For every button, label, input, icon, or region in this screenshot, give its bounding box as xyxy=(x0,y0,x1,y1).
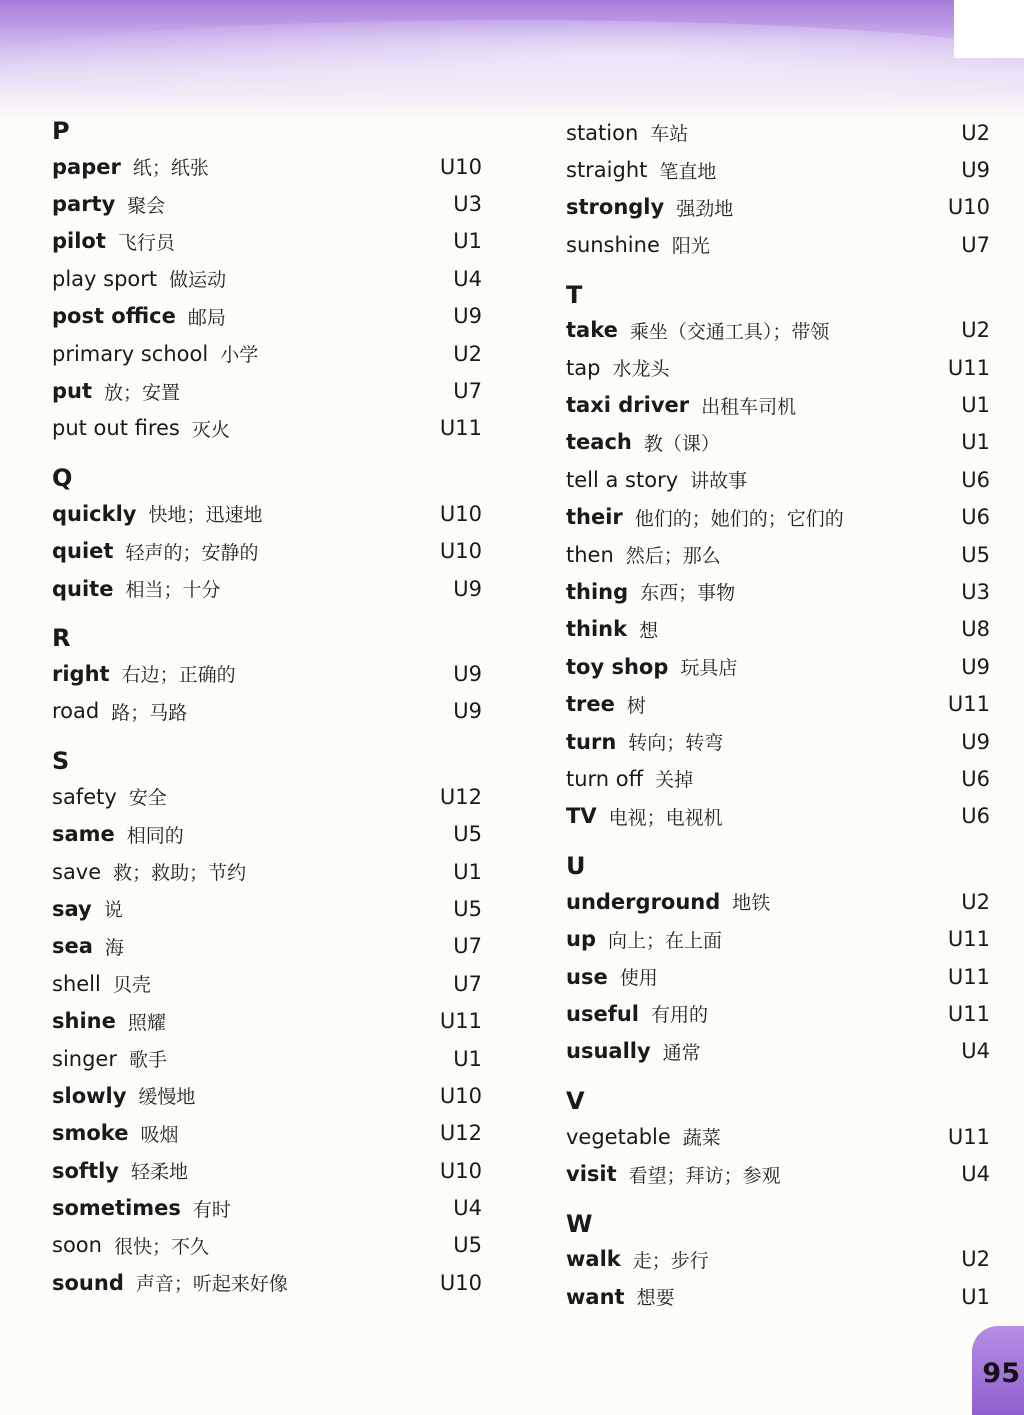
corner-patch xyxy=(954,0,1024,58)
entry-meaning: 转向；转弯 xyxy=(628,732,724,755)
entry-unit: U11 xyxy=(947,927,990,952)
letter-section xyxy=(52,621,482,730)
entry-word: teach xyxy=(566,430,632,455)
entry-word: same xyxy=(52,822,115,847)
entry-unit: U10 xyxy=(439,1270,482,1295)
entry-unit: U10 xyxy=(947,195,990,220)
entry-word: smoke xyxy=(52,1121,129,1146)
entry-unit: U5 xyxy=(453,896,482,921)
vocab-entry xyxy=(52,1115,482,1152)
entry-meaning: 阳光 xyxy=(671,235,710,258)
entry-word: play sport xyxy=(52,266,158,291)
letter-section xyxy=(566,1084,990,1193)
entry-unit: U10 xyxy=(439,501,482,526)
entry-unit: U1 xyxy=(961,393,990,418)
letter-section xyxy=(566,278,990,835)
entry-meaning: 然后；那么 xyxy=(625,545,721,568)
vocab-entry xyxy=(52,853,482,890)
vocab-entry xyxy=(52,260,482,297)
entry-meaning: 缓慢地 xyxy=(138,1086,196,1109)
entry-word: thing xyxy=(566,579,629,604)
vocab-entry xyxy=(566,349,990,386)
entry-word: take xyxy=(566,318,618,343)
entry-meaning: 车站 xyxy=(650,123,689,146)
entry-meaning: 小学 xyxy=(220,344,259,367)
entry-meaning: 放；安置 xyxy=(104,381,181,404)
vocab-entry xyxy=(566,760,990,797)
entry-word: pilot xyxy=(52,229,106,254)
vocab-entry xyxy=(566,573,990,610)
entry-unit: U6 xyxy=(961,766,990,791)
entry-unit: U1 xyxy=(453,859,482,884)
entry-word: party xyxy=(52,192,116,217)
entry-word: tap xyxy=(566,355,601,380)
vocab-entry xyxy=(566,424,990,461)
entry-unit: U12 xyxy=(439,784,482,809)
entry-meaning: 说 xyxy=(103,899,123,922)
entry-meaning: 邮局 xyxy=(187,306,226,329)
entry-word: visit xyxy=(566,1162,617,1187)
entry-word: quiet xyxy=(52,539,114,564)
vocab-entry xyxy=(52,815,482,852)
entry-meaning: 海 xyxy=(104,936,124,959)
entry-word: useful xyxy=(566,1001,639,1026)
vocab-entry xyxy=(566,920,990,957)
entry-word: usually xyxy=(566,1039,651,1064)
vocab-entry xyxy=(566,723,990,760)
letter-section xyxy=(566,849,990,1070)
entry-meaning: 聚会 xyxy=(127,194,166,217)
vocab-entry xyxy=(52,570,482,607)
entry-word: their xyxy=(566,505,623,530)
entry-meaning: 飞行员 xyxy=(117,231,175,254)
entry-unit: U4 xyxy=(961,1039,990,1064)
entry-unit: U10 xyxy=(439,539,482,564)
entry-meaning: 通常 xyxy=(662,1041,701,1064)
letter-section xyxy=(566,114,990,264)
entry-word: right xyxy=(52,661,110,686)
vocab-entry xyxy=(52,495,482,532)
header-swoosh xyxy=(0,20,1024,110)
entry-unit: U1 xyxy=(961,1284,990,1309)
vocab-entry xyxy=(52,298,482,335)
entry-word: turn off xyxy=(566,766,644,791)
vocab-entry xyxy=(52,693,482,730)
entry-meaning: 照耀 xyxy=(127,1011,166,1034)
vocab-entry xyxy=(52,1264,482,1301)
section-letter: W xyxy=(566,1209,593,1238)
entry-word: slowly xyxy=(52,1083,127,1108)
entry-meaning: 强劲地 xyxy=(676,197,734,220)
entry-meaning: 声音；听起来好像 xyxy=(135,1273,288,1296)
entry-meaning: 出租车司机 xyxy=(701,395,797,418)
entry-meaning: 看望；拜访；参观 xyxy=(628,1164,781,1187)
entry-meaning: 纸；纸张 xyxy=(132,157,209,180)
entry-word: quite xyxy=(52,576,114,601)
entry-unit: U1 xyxy=(453,1046,482,1071)
entry-meaning: 路；马路 xyxy=(111,701,188,724)
entry-word: sound xyxy=(52,1270,124,1295)
section-letter: S xyxy=(52,747,70,776)
entry-unit: U2 xyxy=(961,889,990,914)
entry-meaning: 快地；迅速地 xyxy=(148,504,263,527)
right-column xyxy=(566,114,990,1316)
entry-unit: U11 xyxy=(947,1001,990,1026)
vocab-entry xyxy=(52,890,482,927)
entry-unit: U2 xyxy=(961,318,990,343)
entry-meaning: 灭火 xyxy=(191,418,230,441)
entry-word: station xyxy=(566,120,639,145)
vocab-entry xyxy=(566,685,990,722)
entry-meaning: 使用 xyxy=(619,967,658,989)
entry-word: soon xyxy=(52,1233,102,1258)
vocab-entry xyxy=(566,1278,990,1315)
entry-word: singer xyxy=(52,1046,117,1071)
entry-unit: U6 xyxy=(961,505,990,530)
entry-unit: U5 xyxy=(453,1233,482,1258)
entry-word: paper xyxy=(52,154,121,179)
entry-unit: U9 xyxy=(453,699,482,724)
entry-meaning: 轻声的；安静的 xyxy=(125,541,259,564)
entry-meaning: 吸烟 xyxy=(140,1123,179,1146)
entry-meaning: 关掉 xyxy=(655,769,694,792)
entry-word: walk xyxy=(566,1247,621,1272)
vocab-entry xyxy=(566,114,990,151)
entry-unit: U5 xyxy=(453,822,482,847)
entry-meaning: 救；救助；节约 xyxy=(113,862,247,885)
entry-meaning: 教（课） xyxy=(643,432,720,455)
entry-unit: U4 xyxy=(961,1162,990,1187)
entry-unit: U7 xyxy=(961,232,990,257)
entry-unit: U4 xyxy=(453,1196,482,1221)
entry-meaning: 电视；电视机 xyxy=(608,806,723,829)
entry-unit: U6 xyxy=(961,467,990,492)
entry-unit: U7 xyxy=(453,379,482,404)
entry-meaning: 乘坐（交通工具）；带领 xyxy=(629,320,830,343)
entry-meaning: 走；步行 xyxy=(632,1249,709,1272)
section-letter: Q xyxy=(52,464,73,493)
vocab-entry xyxy=(566,1118,990,1155)
entry-meaning: 歌手 xyxy=(128,1049,167,1071)
left-column xyxy=(52,114,482,1302)
entry-word: straight xyxy=(566,158,648,183)
letter-section xyxy=(52,461,482,607)
letter-section xyxy=(566,1207,990,1316)
vocab-entry xyxy=(566,648,990,685)
entry-word: then xyxy=(566,542,614,567)
vocab-entry xyxy=(52,1040,482,1077)
vocab-entry xyxy=(52,223,482,260)
letter-section xyxy=(52,744,482,1301)
entry-meaning: 树 xyxy=(626,694,646,717)
entry-meaning: 安全 xyxy=(128,787,167,810)
entry-unit: U3 xyxy=(961,579,990,604)
entry-meaning: 东西；事物 xyxy=(640,582,736,605)
entry-meaning: 玩具店 xyxy=(680,657,738,680)
letter-section xyxy=(52,114,482,447)
vocab-entry xyxy=(566,1033,990,1070)
entry-unit: U12 xyxy=(439,1121,482,1146)
entry-word: sometimes xyxy=(52,1196,181,1221)
entry-word: vegetable xyxy=(566,1124,671,1149)
vocab-entry xyxy=(566,461,990,498)
entry-unit: U10 xyxy=(439,1158,482,1183)
entry-word: shell xyxy=(52,971,101,996)
entry-meaning: 相同的 xyxy=(126,824,184,847)
entry-word: toy shop xyxy=(566,654,669,679)
entry-word: primary school xyxy=(52,341,209,366)
entry-meaning: 有用的 xyxy=(650,1004,708,1027)
entry-word: think xyxy=(566,617,628,642)
section-letter: V xyxy=(566,1086,585,1115)
vocab-entry xyxy=(566,226,990,263)
vocab-entry xyxy=(52,655,482,692)
entry-unit: U11 xyxy=(947,355,990,380)
entry-word: sea xyxy=(52,934,93,959)
entry-unit: U11 xyxy=(439,1009,482,1034)
entry-word: road xyxy=(52,699,100,724)
entry-word: softly xyxy=(52,1158,119,1183)
entry-word: sunshine xyxy=(566,232,660,257)
entry-meaning: 想 xyxy=(639,619,659,642)
vocab-entry xyxy=(566,958,990,995)
entry-unit: U5 xyxy=(961,542,990,567)
entry-meaning: 贝壳 xyxy=(112,974,151,997)
vocab-entry xyxy=(52,1077,482,1114)
entry-word: shine xyxy=(52,1009,116,1034)
section-letter: R xyxy=(52,624,71,653)
entry-word: put xyxy=(52,379,93,404)
entry-meaning: 讲故事 xyxy=(690,470,748,493)
entry-meaning: 相当；十分 xyxy=(125,579,221,602)
entry-meaning: 地铁 xyxy=(732,892,771,915)
vocab-entry xyxy=(52,148,482,185)
entry-unit: U11 xyxy=(947,1124,990,1149)
entry-meaning: 很快；不久 xyxy=(113,1235,209,1258)
section-letter: T xyxy=(566,280,583,309)
entry-meaning: 想要 xyxy=(636,1287,675,1310)
vocab-entry xyxy=(566,151,990,188)
entry-unit: U10 xyxy=(439,154,482,179)
vocab-entry xyxy=(52,372,482,409)
entry-word: post office xyxy=(52,304,176,329)
vocab-entry xyxy=(52,335,482,372)
entry-unit: U11 xyxy=(439,416,482,441)
entry-unit: U7 xyxy=(453,971,482,996)
entry-meaning: 轻柔地 xyxy=(131,1161,189,1184)
entry-meaning: 向上；在上面 xyxy=(607,929,722,952)
vocab-entry xyxy=(566,611,990,648)
entry-word: TV xyxy=(566,804,597,829)
entry-unit: U9 xyxy=(453,304,482,329)
entry-word: underground xyxy=(566,889,721,914)
entry-unit: U9 xyxy=(453,661,482,686)
entry-unit: U9 xyxy=(961,158,990,183)
entry-word: turn xyxy=(566,729,617,754)
entry-unit: U4 xyxy=(453,266,482,291)
section-letter: U xyxy=(566,852,586,881)
vocab-entry xyxy=(52,778,482,815)
entry-unit: U11 xyxy=(947,692,990,717)
vocab-entry xyxy=(566,995,990,1032)
vocab-entry xyxy=(566,883,990,920)
entry-unit: U6 xyxy=(961,804,990,829)
entry-meaning: 他们的；她们的；它们的 xyxy=(634,507,844,530)
entry-word: strongly xyxy=(566,195,665,220)
vocab-entry xyxy=(52,1227,482,1264)
entry-unit: U9 xyxy=(961,654,990,679)
entry-meaning: 右边；正确的 xyxy=(121,664,236,687)
entry-word: safety xyxy=(52,784,117,809)
vocab-entry xyxy=(566,499,990,536)
vocab-entry xyxy=(566,536,990,573)
vocab-entry xyxy=(566,312,990,349)
entry-word: tree xyxy=(566,692,615,717)
entry-meaning: 水龙头 xyxy=(612,358,670,381)
entry-word: save xyxy=(52,859,102,884)
vocab-entry xyxy=(566,798,990,835)
vocab-entry xyxy=(566,1241,990,1278)
entry-unit: U11 xyxy=(947,964,990,989)
entry-unit: U8 xyxy=(961,617,990,642)
entry-unit: U10 xyxy=(439,1083,482,1108)
entry-word: up xyxy=(566,927,596,952)
vocab-entry xyxy=(566,1155,990,1192)
entry-unit: U2 xyxy=(961,120,990,145)
entry-word: want xyxy=(566,1284,625,1309)
entry-word: say xyxy=(52,896,92,921)
vocab-entry xyxy=(52,1189,482,1226)
vocab-entry xyxy=(566,386,990,423)
entry-word: tell a story xyxy=(566,467,679,492)
vocab-entry xyxy=(566,189,990,226)
entry-unit: U2 xyxy=(453,341,482,366)
vocab-entry xyxy=(52,928,482,965)
vocab-entry xyxy=(52,1152,482,1189)
entry-unit: U2 xyxy=(961,1247,990,1272)
entry-word: taxi driver xyxy=(566,393,690,418)
entry-word: quickly xyxy=(52,501,137,526)
entry-word: use xyxy=(566,964,608,989)
section-letter: P xyxy=(52,117,70,145)
entry-unit: U1 xyxy=(453,229,482,254)
entry-meaning: 有时 xyxy=(192,1198,231,1221)
vocab-entry xyxy=(52,533,482,570)
vocab-entry xyxy=(52,410,482,447)
vocab-entry xyxy=(52,185,482,222)
entry-unit: U9 xyxy=(961,729,990,754)
entry-unit: U9 xyxy=(453,576,482,601)
entry-unit: U7 xyxy=(453,934,482,959)
entry-unit: U3 xyxy=(453,192,482,217)
entry-unit: U1 xyxy=(961,430,990,455)
vocab-entry xyxy=(52,965,482,1002)
entry-meaning: 做运动 xyxy=(169,269,227,292)
vocab-entry xyxy=(52,1002,482,1039)
entry-meaning: 笔直地 xyxy=(659,160,717,183)
entry-word: put out fires xyxy=(52,416,180,441)
entry-meaning: 蔬菜 xyxy=(682,1127,721,1150)
page-number: 95 xyxy=(982,1358,1020,1389)
